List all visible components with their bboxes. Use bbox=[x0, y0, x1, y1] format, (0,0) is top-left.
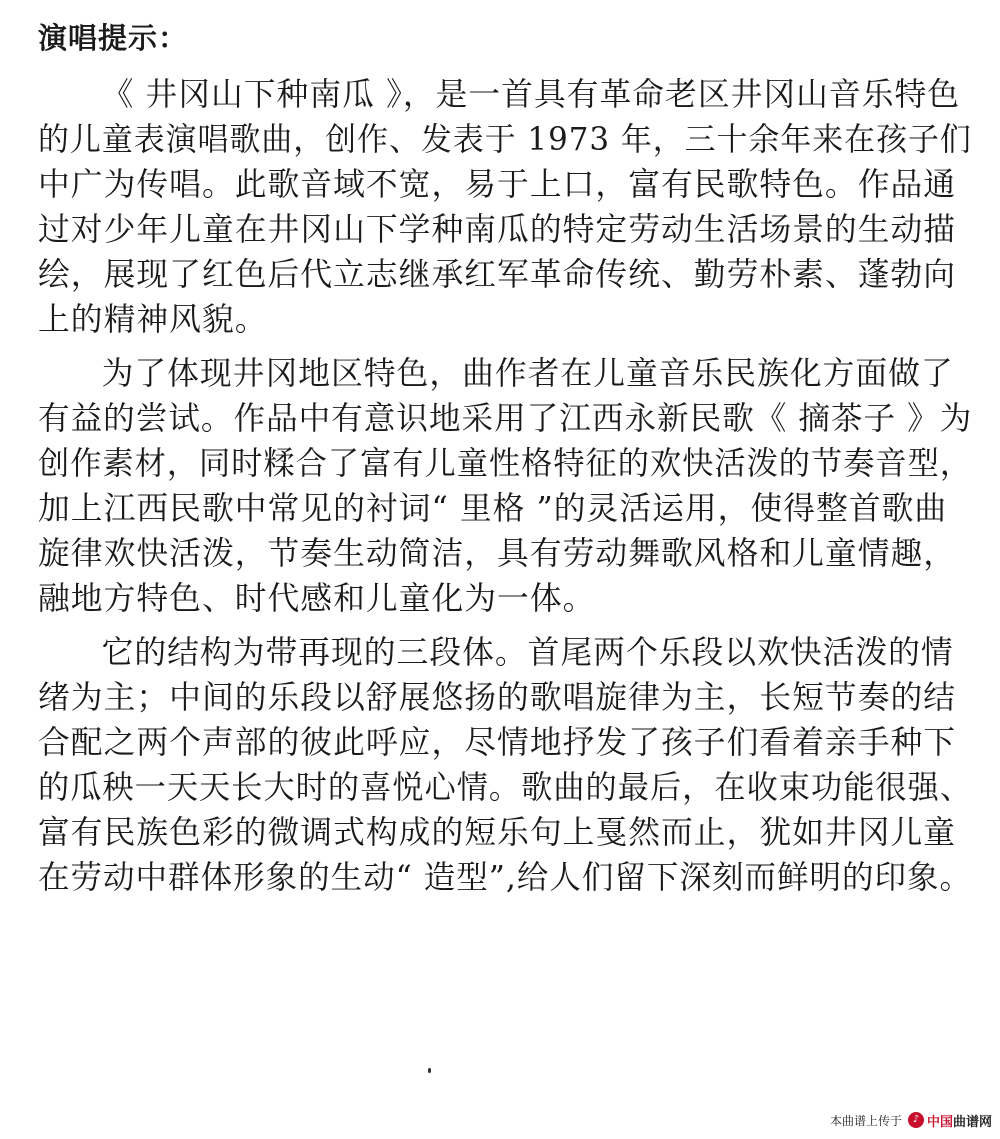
watermark-site-name bbox=[927, 1111, 992, 1130]
watermark-prefix: 本曲谱上传于 bbox=[829, 1113, 902, 1128]
paragraph-line: 融地方特色、时代感和儿童化为一体。 bbox=[38, 579, 596, 617]
paragraph-1 bbox=[38, 72, 978, 342]
paragraph-line: 《 井冈山下种南瓜 》，是一首具有革命老区井冈山音乐特色 bbox=[101, 75, 961, 113]
music-site-logo-icon: ♪ bbox=[908, 1112, 924, 1128]
paragraph-2 bbox=[38, 351, 978, 621]
paragraph-line: 为了体现井冈地区特色，曲作者在儿童音乐民族化方面做了 bbox=[101, 354, 954, 392]
paragraph-3 bbox=[38, 630, 978, 900]
paragraph-line: 绪为主；中间的乐段以舒展悠扬的歌唱旋律为主，长短节奏的结 bbox=[38, 678, 957, 716]
site-watermark bbox=[830, 1111, 992, 1129]
paragraph-line: 上的精神风貌。 bbox=[38, 300, 268, 338]
paragraph-line: 中广为传唱。此歌音域不宽，易于上口，富有民歌特色。作品通 bbox=[38, 165, 957, 203]
paragraph-line: 创作素材，同时糅合了富有儿童性格特征的欢快活泼的节奏音型， bbox=[38, 444, 973, 482]
watermark-logo bbox=[908, 1111, 992, 1130]
paragraph-line: 合配之两个声部的彼此呼应，尽情地抒发了孩子们看着亲手种下 bbox=[38, 723, 957, 761]
section-heading: 演唱提示： bbox=[38, 21, 189, 55]
paragraph-line: 绘，展现了红色后代立志继承红军革命传统、勤劳朴素、蓬勃向 bbox=[38, 255, 957, 293]
watermark-site-red: 中国 bbox=[926, 1114, 953, 1130]
paragraph-line: 旋律欢快活泼，节奏生动简洁，具有劳动舞歌风格和儿童情趣， bbox=[38, 534, 957, 572]
scan-speck bbox=[428, 1068, 431, 1073]
paragraph-line: 有益的尝试。作品中有意识地采用了江西永新民歌《 摘茶子 》为 bbox=[38, 399, 973, 437]
watermark-site-black: 曲谱网 bbox=[952, 1114, 992, 1130]
paragraph-line: 它的结构为带再现的三段体。首尾两个乐段以欢快活泼的情 bbox=[101, 633, 954, 671]
paragraph-line: 加上江西民歌中常见的衬词“ 里格 ”的灵活运用，使得整首歌曲 bbox=[38, 489, 948, 527]
paragraph-line: 的儿童表演唱歌曲，创作、发表于 1973 年，三十余年来在孩子们 bbox=[38, 120, 972, 158]
paragraph-line: 在劳动中群体形象的生动“ 造型”,给人们留下深刻而鲜明的印象。 bbox=[38, 858, 973, 896]
paragraph-line: 过对少年儿童在井冈山下学种南瓜的特定劳动生活场景的生动描 bbox=[38, 210, 957, 248]
paragraph-line: 的瓜秧一天天长大时的喜悦心情。歌曲的最后，在收束功能很强、 bbox=[38, 768, 973, 806]
document-body bbox=[38, 18, 978, 909]
paragraph-line: 富有民族色彩的微调式构成的短乐句上戛然而止，犹如井冈儿童 bbox=[38, 813, 957, 851]
